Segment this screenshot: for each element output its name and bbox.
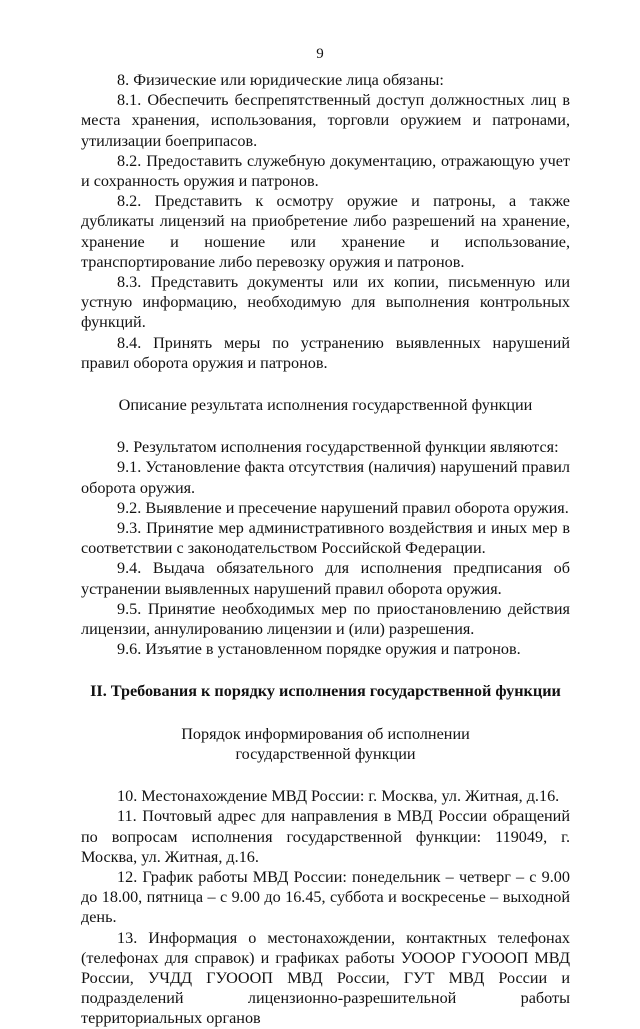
- paragraph-8-3: 8.3. Представить документы или их копии, письменную или устную информацию, необходимую для выполнения контрольных функций.: [81, 273, 570, 332]
- paragraph-8-4: 8.4. Принять меры по устранению выявленных нарушений правил оборота оружия и патронов.: [81, 333, 570, 372]
- result-heading: Описание результата исполнения государственной функции: [118, 396, 533, 415]
- section-title: II. Требования к порядку исполнения государственной функции: [90, 682, 561, 701]
- paragraph-8-2a: 8.2. Предоставить служебную документацию, отражающую учет и сохранность оружия и патронов.: [81, 151, 570, 191]
- paragraph-9-6: 9.6. Изъятие в установленном порядке оружия и патронов.: [117, 640, 521, 659]
- paragraph-9-5: 9.5. Принятие необходимых мер по приостановлению действия лицензии, аннулированию лицензии и (или) разрешения.: [81, 599, 570, 639]
- paragraph-8-1: 8.1. Обеспечить беспрепятственный доступ должностных лиц в места хранения, использования, торговли оружием и патронами, утилизации боеприпасов.: [81, 91, 570, 150]
- subheading-line-2: государственной функции: [235, 744, 416, 763]
- paragraph-8-2b: 8.2. Представить к осмотру оружие и патроны, а также дубликаты лицензий на приобретение либо разрешений на хранение, хранение и ношение или хранение и использование, транспортирование либо перевозку оружия и патронов.: [81, 192, 570, 271]
- page-number: 9: [316, 46, 324, 62]
- paragraph-11: 11. Почтовый адрес для направления в МВД России обращений по вопросам исполнения государственной функции: 119049, г. Москва, ул. Житная, д.16.: [81, 807, 570, 866]
- subheading-line-1: Порядок информирования об исполнении: [181, 724, 470, 743]
- paragraph-8: 8. Физические или юридические лица обязаны:: [117, 71, 444, 89]
- paragraph-13: 13. Информация о местонахождении, контактных телефонах (телефонах для справок) и графиках работы УОООР ГУОООП МВД России, УЧДД ГУОООП МВД России, ГУТ МВД России и подразделений лицензионно-разрешительной работы территориальных органов: [81, 928, 570, 1028]
- document-body: [81, 70, 570, 1029]
- paragraph-9-3: 9.3. Принятие мер административного воздействия и иных мер в соответствии с законодательством Российской Федерации.: [81, 519, 570, 558]
- paragraph-12: 12. График работы МВД России: понедельник – четверг – с 9.00 до 18.00, пятница – с 9.00 до 16.45, суббота и воскресенье – выходной день.: [81, 867, 570, 927]
- paragraph-9-4: 9.4. Выдача обязательного для исполнения предписания об устранении выявленных нарушений правил оборота оружия.: [81, 559, 570, 598]
- paragraph-10: 10. Местонахождение МВД России: г. Москва, ул. Житная, д.16.: [117, 787, 560, 806]
- paragraph-9-2: 9.2. Выявление и пресечение нарушений правил оборота оружия.: [117, 498, 569, 517]
- paragraph-9: 9. Результатом исполнения государственной функции являются:: [117, 438, 559, 457]
- paragraph-9-1: 9.1. Установление факта отсутствия (наличия) нарушений правил оборота оружия.: [81, 458, 570, 497]
